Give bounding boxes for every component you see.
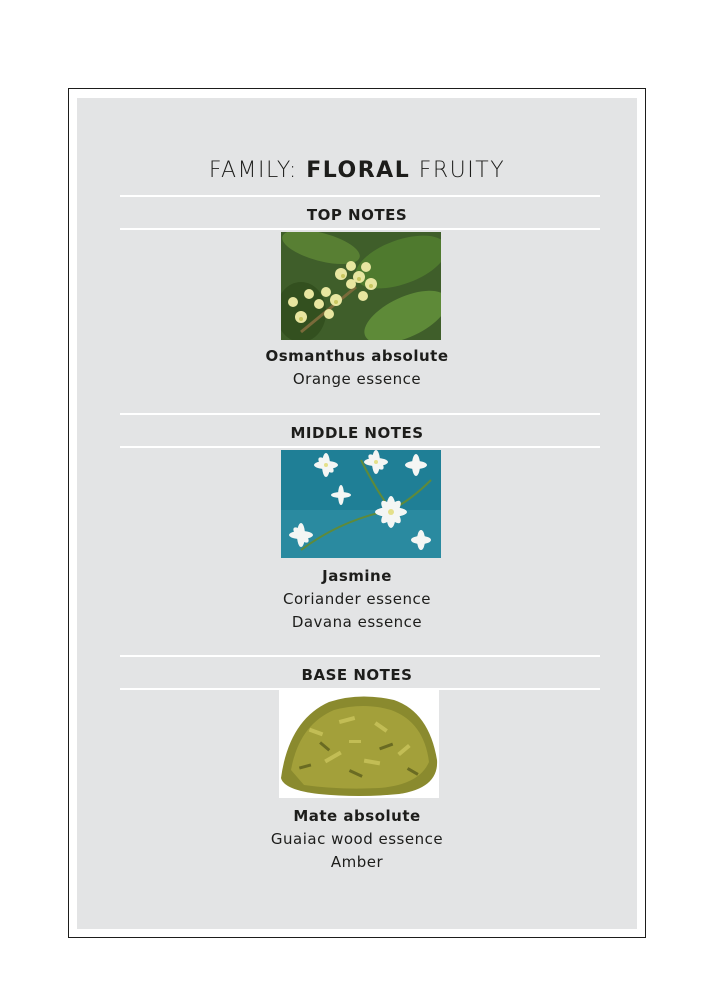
base-primary-note: Mate absolute [293, 807, 421, 825]
family-title [77, 158, 637, 183]
jasmine-flower-photo [281, 450, 441, 558]
top-secondary-note: Orange essence [292, 370, 422, 388]
base-notes-heading: BASE NOTES [301, 666, 413, 684]
middle-secondary-note-2: Davana essence [291, 613, 423, 631]
base-secondary-note-1: Guaiac wood essence [270, 830, 444, 848]
middle-secondary-note-1: Coriander essence [283, 590, 431, 608]
divider [120, 195, 600, 197]
mate-leaves-photo [279, 690, 439, 798]
base-secondary-note-2: Amber [330, 853, 384, 871]
divider [120, 446, 600, 448]
page-frame [68, 88, 646, 938]
divider [120, 228, 600, 230]
top-notes-heading: TOP NOTES [306, 206, 408, 224]
family-prefix: FAMILY: [208, 158, 298, 183]
middle-primary-note: Jasmine [322, 567, 392, 585]
family-suffix: FRUITY [418, 158, 506, 183]
divider [120, 655, 600, 657]
divider [120, 413, 600, 415]
family-main: FLORAL [306, 158, 411, 183]
osmanthus-flower-photo [281, 232, 441, 340]
middle-notes-heading: MIDDLE NOTES [290, 424, 424, 442]
fragrance-card [77, 98, 637, 929]
top-primary-note: Osmanthus absolute [265, 347, 449, 365]
